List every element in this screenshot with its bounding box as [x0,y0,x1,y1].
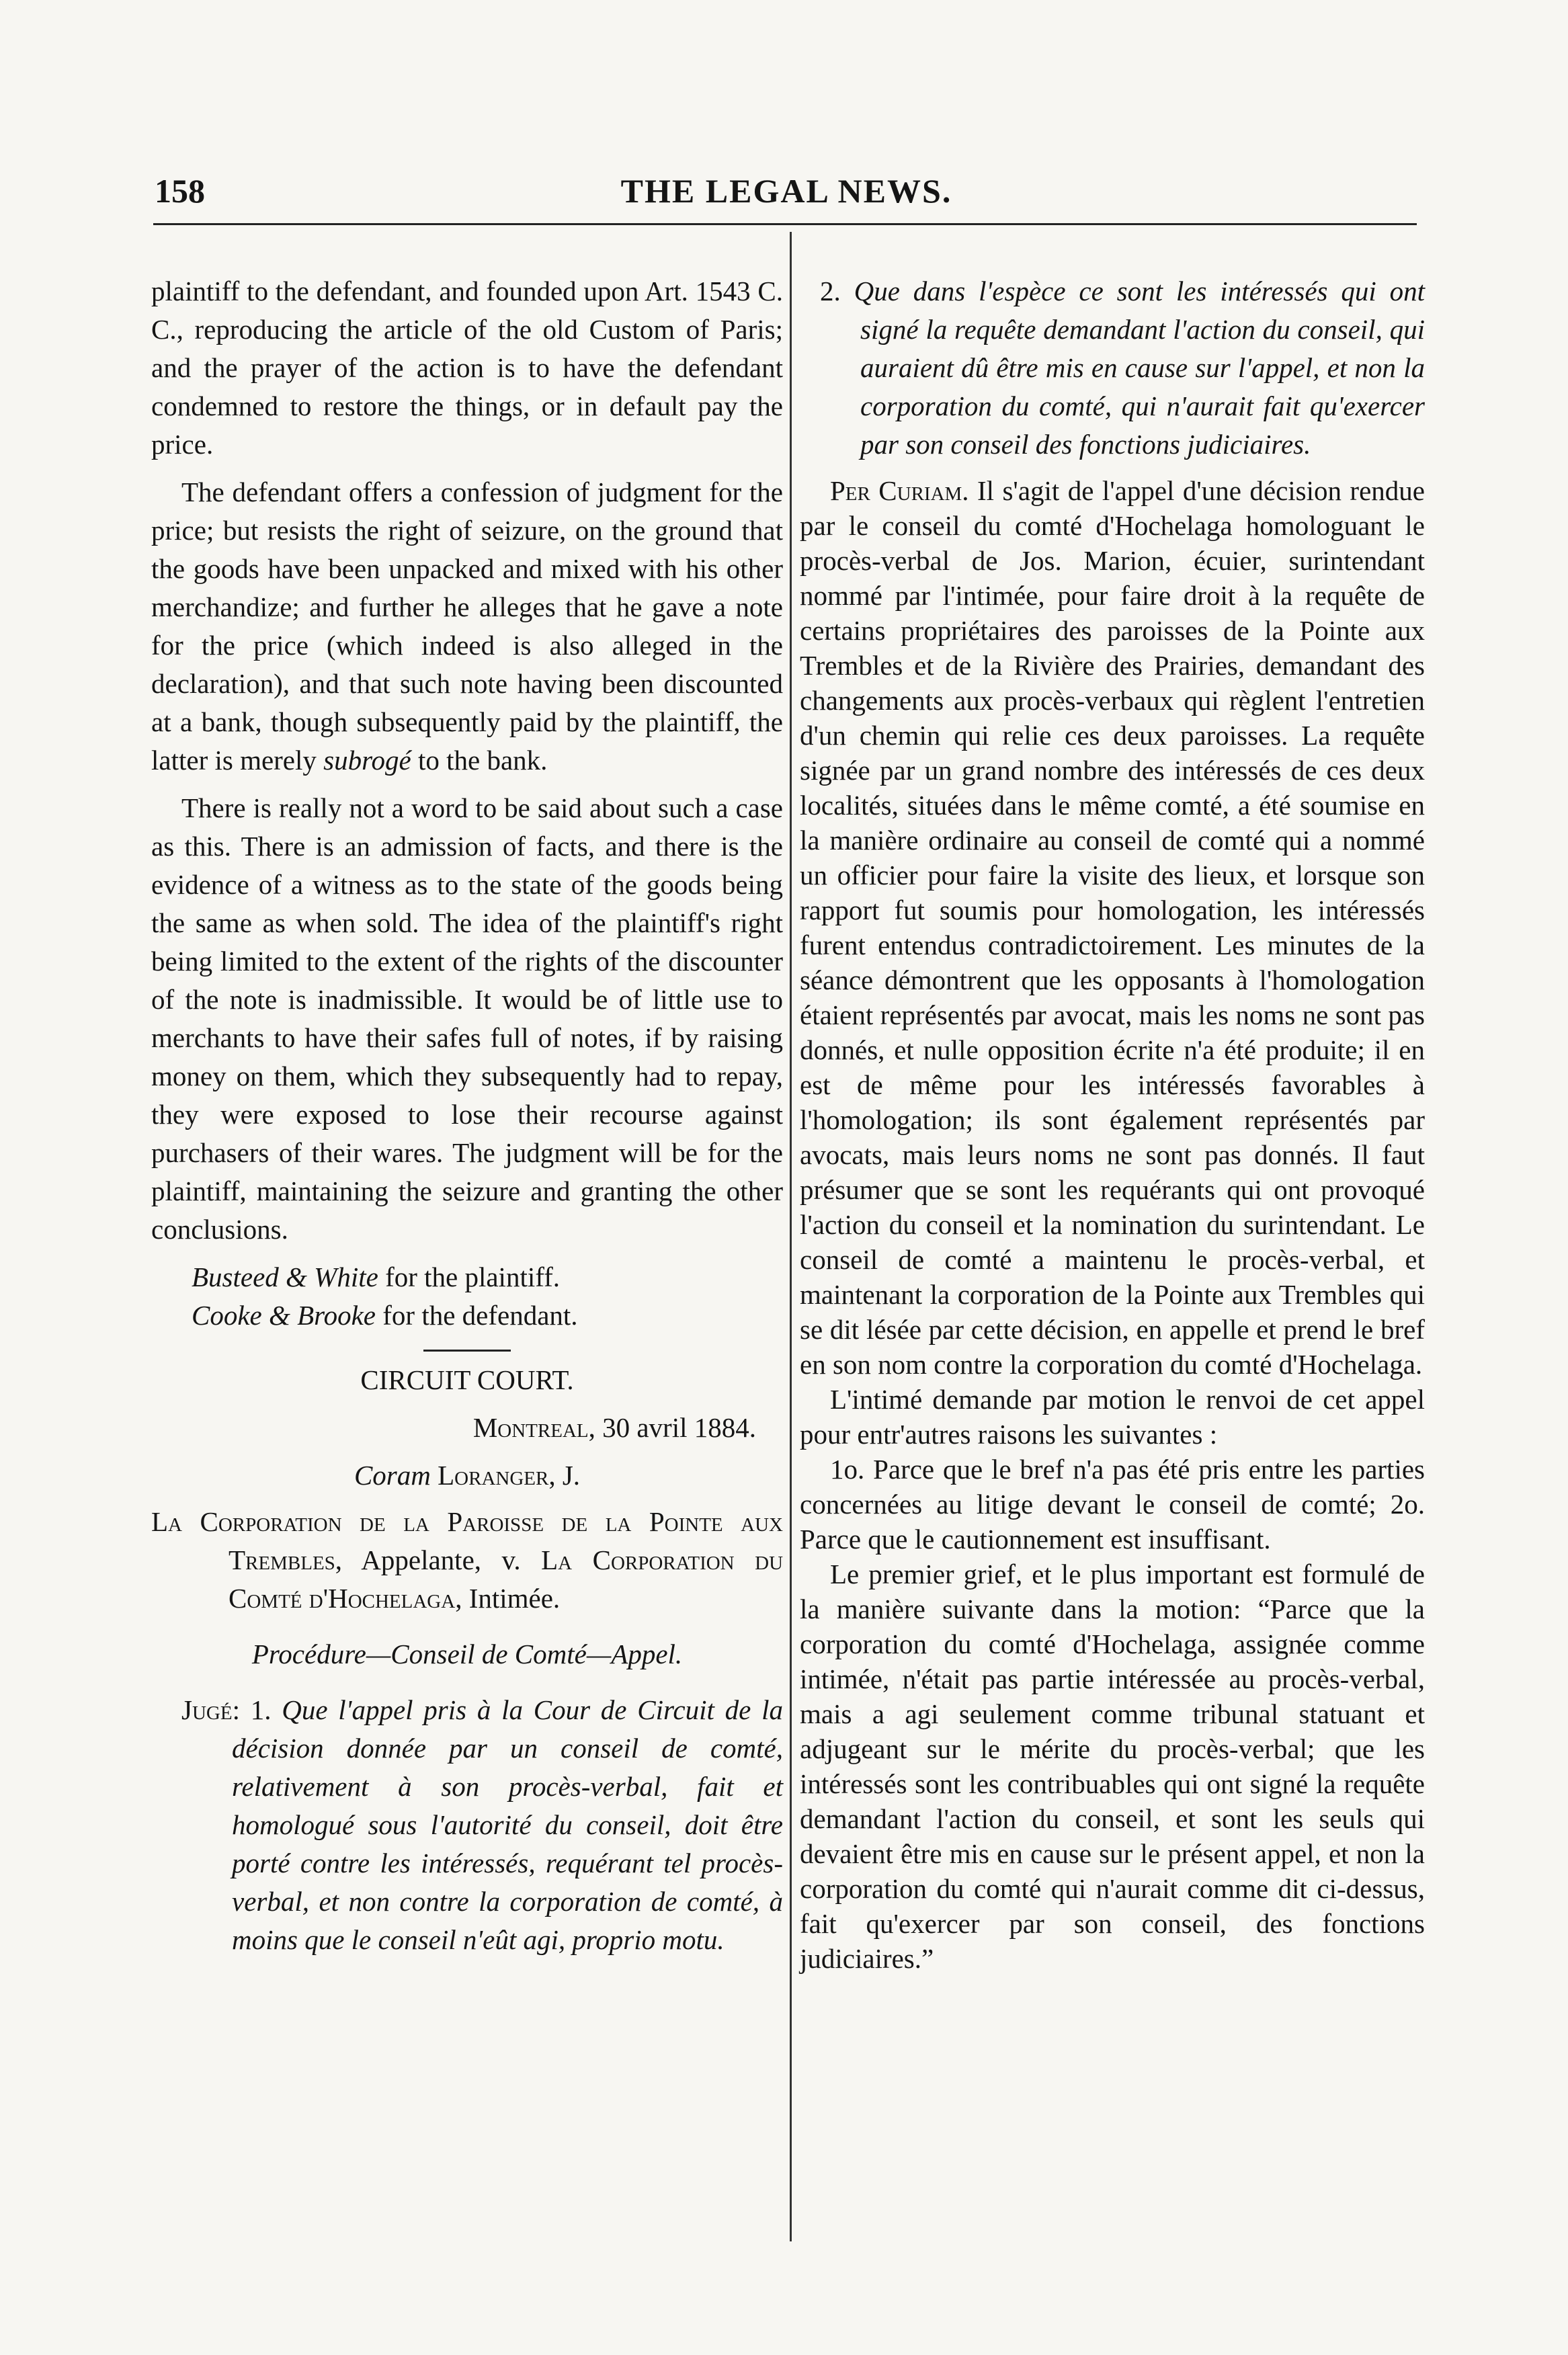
place-date: Montreal, 30 avril 1884. [472,1412,756,1443]
paragraph: 1o. Parce que le bref n'a pas été pris entre les parties concernées au litige devant le conseil de comté; 2o. Parce que le cautionnement est insuffisant. [800,1454,1425,1555]
header-rule [153,223,1417,225]
paragraph: Le premier grief, et le plus important est formulé de la manière suivante dans la motion: “Parce que la corporation du comté d'Hochelaga, assignée comme intimée, n'était pas partie intéressée au procès-verbal, mais a agi seulement comme tribunal statuant et adjugeant sur le mérite du procès-verbal; que les intéressés sont les contribuables qui ont signé la requête demandant l'action du conseil, et sont les seuls qui devaient être mis en cause sur le présent appel, et non la corporation du comté qui n'aurait comme dit ci-dessus, fait qu'exercer par son conseil, des fonctions judiciaires.” [800,1559,1425,1974]
running-title: THE LEGAL NEWS. [620,172,952,210]
court-heading: CIRCUIT COURT. [360,1364,574,1395]
paragraph: The defendant offers a confession of judgment for the price; but resists the right of seizure, on the ground that the goods have been unpacked and mixed with his other merchandize; and further he alleges that he gave a note for the price (which indeed is also alleged in the declaration), and that such note having been discounted at a bank, though subsequently paid by the plaintiff, the latter is merely subrogé to the bank. [151,477,783,776]
counsel-defendant: Cooke & Brooke for the defendant. [192,1300,578,1331]
left-column [151,272,783,1959]
paragraph: Per Curiam. Il s'agit de l'appel d'une décision rendue par le conseil du comté d'Hochelaga homologuant le procès-verbal de Jos. Marion, écuier, surintendant nommé par l'intimée, pour faire droit à la requête de certains propriétaires des paroisses de la Pointe aux Trembles et de la Rivière des Prairies, demandant des changements aux procès-verbaux qui règlent l'entretien d'un chemin qui relie ces deux paroisses. La requête signée par un grand nombre des intéressés de ces deux localités, situées dans le même comté, a été soumise en la manière ordinaire au conseil de comté qui a nommé un officier pour faire la visite des lieux, et lorsque son rapport fut soumis pour homologation, les intéressés furent entendus contradictoirement. Les minutes de la séance démontrent que les opposants à l'homologation étaient représentés par avocat, mais les noms ne sont pas donnés, et nulle opposition écrite n'a été produite; il en est de même pour les intéressés favorables à l'homologation; ils sont également représentés par avocats, mais leurs noms ne sont pas donnés. Il faut présumer que se sont les requérants qui ont provoqué l'action du conseil et la nomination du surintendant. Le conseil de comté a maintenu le procès-verbal, et maintenant la corporation de la Pointe aux Trembles qui se dit lésée par cette décision, en appelle et prend le bref en son nom contre la corporation du comté d'Hochelaga. [800,475,1425,1380]
right-column [800,272,1425,1976]
case-caption: La Corporation de la Paroisse de la Pointe aux Trembles, Appelante, v. La Corporation du Comté d'Hochelaga, Intimée. [151,1506,784,1614]
holding-2: 2. Que dans l'espèce ce sont les intéressés qui ont signé la requête demandant l'action du conseil, qui auraient dû être mis en cause sur l'appel, et non la corporation du comté, qui n'aurait fait qu'exercer par son conseil des fonctions judiciaires. [820,276,1425,460]
column-divider [790,232,792,2241]
counsel-plaintiff: Busteed & White for the plaintiff. [192,1262,561,1292]
paragraph: There is really not a word to be said about such a case as this. There is an admission of facts, and there is the evidence of a witness as to the state of the goods being the same as when sold. The idea of the plaintiff's right being limited to the extent of the rights of the discounter of the note is inadmissible. It would be of little use to merchants to have their safes full of notes, if by raising money on them, which they subsequently had to repay, they were exposed to lose their recourse against purchasers of their wares. The judgment will be for the plaintiff, maintaining the seizure and granting the other conclusions. [151,792,783,1245]
page-header [155,171,1418,212]
page-number: 158 [155,172,205,210]
subject-line: Procédure—Conseil de Comté—Appel. [251,1639,683,1669]
paragraph: plaintiff to the defendant, and founded upon Art. 1543 C. C., reproducing the article of the old Custom of Paris; and the prayer of the action is to have the defendant condemned to restore the things, or in default pay the price. [151,276,783,460]
paragraph: L'intimé demande par motion le renvoi de cet appel pour entr'autres raisons les suivantes : [800,1384,1425,1450]
coram: Coram Loranger, J. [354,1460,581,1491]
section-rule [423,1350,511,1352]
holding-1: Jugé: 1. Que l'appel pris à la Cour de Circuit de la décision donnée par un conseil de comté, relativement à son procès-verbal, fait et homologué sous l'autorité du conseil, doit être porté contre les intéressés, requérant tel procès-verbal, et non contre la corporation de comté, à moins que le conseil n'eût agi, proprio motu. [181,1694,783,1955]
